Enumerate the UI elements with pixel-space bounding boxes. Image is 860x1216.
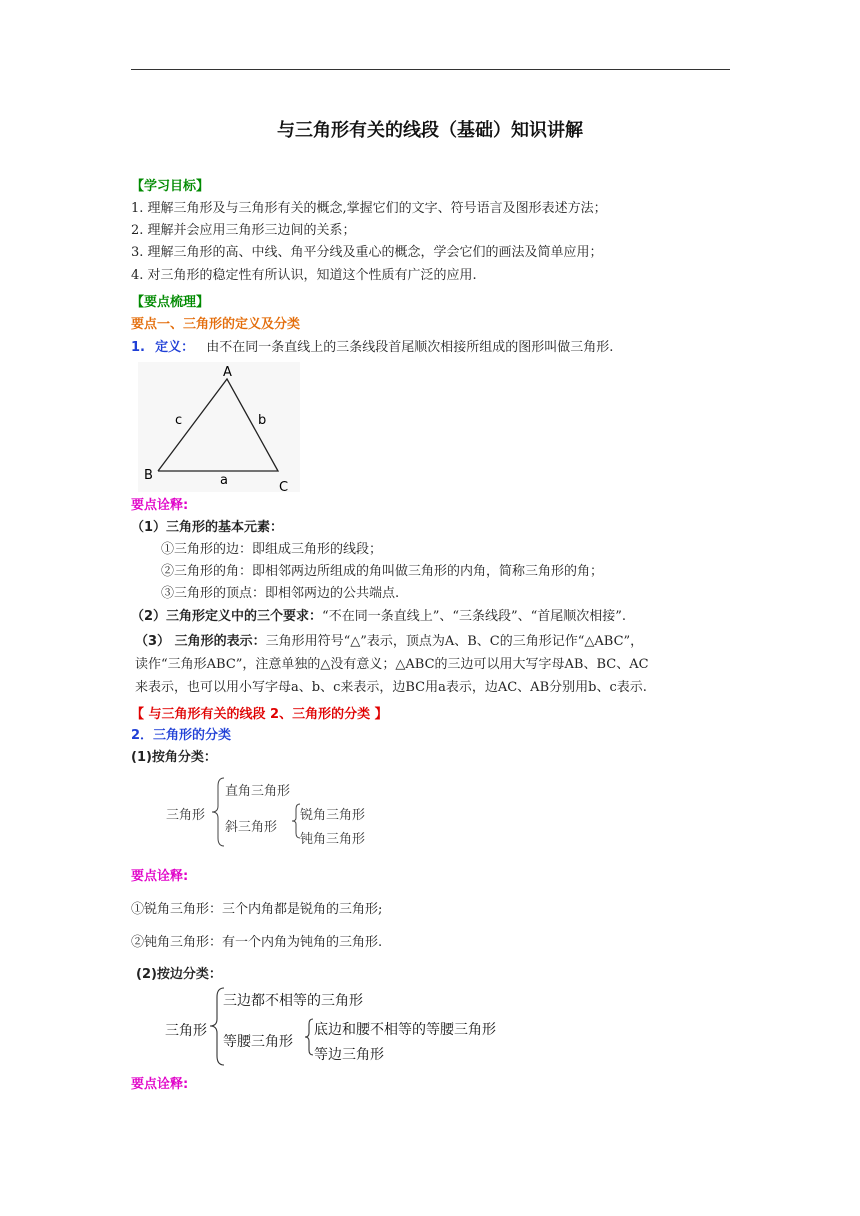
angle-tree-acute: 锐角三角形	[300, 808, 366, 823]
angle-brace-inner	[292, 804, 300, 838]
points-heading: 【要点梳理】	[131, 295, 210, 310]
objective-item: 1. 理解三角形及与三角形有关的概念,掌握它们的文字、符号语言及图形表述方法；	[131, 201, 607, 216]
side-tree-braces	[205, 986, 325, 1068]
definition-line	[131, 339, 613, 357]
angle-tree-right: 直角三角形	[225, 784, 291, 799]
side-tree-equilateral: 等边三角形	[314, 1047, 384, 1063]
representation-text-2: 读作“三角形ABC”，注意单独的△没有意义；△ABC的三边可以用大写字母AB、BC、AC	[135, 657, 649, 672]
angle-tree-root: 三角形	[166, 808, 206, 823]
note-heading-2: 要点诠释:	[131, 869, 189, 884]
side-tree-isosceles: 等腰三角形	[223, 1034, 293, 1050]
triangle-figure	[138, 362, 300, 492]
vertex-label-c: C	[279, 480, 289, 492]
representation-label: （3） 三角形的表示：	[135, 634, 266, 649]
element-item: ①三角形的边：即组成三角形的线段；	[161, 542, 383, 557]
section2-heading: 2．三角形的分类	[131, 728, 232, 743]
requirements-text: “不在同一条直线上”、“三条线段”、“首尾顺次相接”.	[322, 609, 627, 624]
note-item: ②钝角三角形：有一个内角为钝角的三角形.	[131, 935, 383, 950]
side-tree-base-neq: 底边和腰不相等的等腰三角形	[314, 1022, 496, 1038]
requirements-line	[131, 608, 626, 626]
side-brace-outer	[210, 988, 224, 1065]
objective-item: 3. 理解三角形的高、中线、角平分线及重心的概念，学会它们的画法及简单应用；	[131, 245, 603, 260]
by-side-heading: (2)按边分类：	[136, 967, 222, 982]
angle-tree-oblique: 斜三角形	[225, 820, 278, 835]
vertex-label-b: B	[144, 468, 153, 483]
header-rule	[131, 69, 730, 70]
side-brace-inner	[305, 1019, 313, 1055]
angle-brace-outer	[212, 778, 224, 846]
definition-number: 1.	[131, 340, 145, 355]
note-item: ①锐角三角形：三个内角都是锐角的三角形;	[131, 902, 383, 917]
side-tree-scalene: 三边都不相等的三角形	[223, 993, 363, 1009]
definition-text: 由不在同一条直线上的三条线段首尾顺次相接所组成的图形叫做三角形.	[206, 340, 614, 355]
representation-text-3: 来表示，也可以用小写字母a、b、c来表示，边BC用a表示，边AC、AB分别用b、c表示.	[135, 680, 647, 695]
objectives-heading: 【学习目标】	[131, 179, 210, 194]
representation-text: 三角形用符号“△”表示，顶点为A、B、C的三角形记作“△ABC”，	[265, 634, 644, 649]
element-item: ③三角形的顶点：即相邻两边的公共端点.	[161, 586, 400, 601]
element-item: ②三角形的角：即相邻两边所组成的角叫做三角形的内角，简称三角形的角；	[161, 564, 604, 579]
objective-item: 4. 对三角形的稳定性有所认识，知道这个性质有广泛的应用.	[131, 268, 477, 283]
note-heading: 要点诠释:	[131, 498, 189, 513]
side-label-b: b	[258, 413, 267, 428]
side-label-c: c	[175, 413, 183, 428]
objective-item: 2. 理解并会应用三角形三边间的关系；	[131, 223, 356, 238]
angle-tree-obtuse: 钝角三角形	[300, 832, 366, 847]
vertex-label-a: A	[223, 365, 232, 380]
side-label-a: a	[220, 473, 228, 488]
by-angle-heading: (1)按角分类：	[131, 750, 217, 765]
topic-link[interactable]: 【 与三角形有关的线段 2、三角形的分类 】	[131, 707, 388, 722]
definition-label: 定义：	[155, 340, 195, 355]
note-heading-3: 要点诠释:	[131, 1077, 189, 1092]
figure-background	[138, 362, 300, 492]
requirements-label: （2）三角形定义中的三个要求：	[131, 609, 323, 624]
section1-heading: 要点一、三角形的定义及分类	[131, 317, 301, 332]
elements-heading: （1）三角形的基本元素：	[131, 520, 284, 535]
side-tree-root: 三角形	[165, 1023, 207, 1039]
representation-line	[135, 633, 643, 651]
page-title: 与三角形有关的线段（基础）知识讲解	[277, 120, 583, 141]
angle-tree-braces	[208, 776, 308, 848]
